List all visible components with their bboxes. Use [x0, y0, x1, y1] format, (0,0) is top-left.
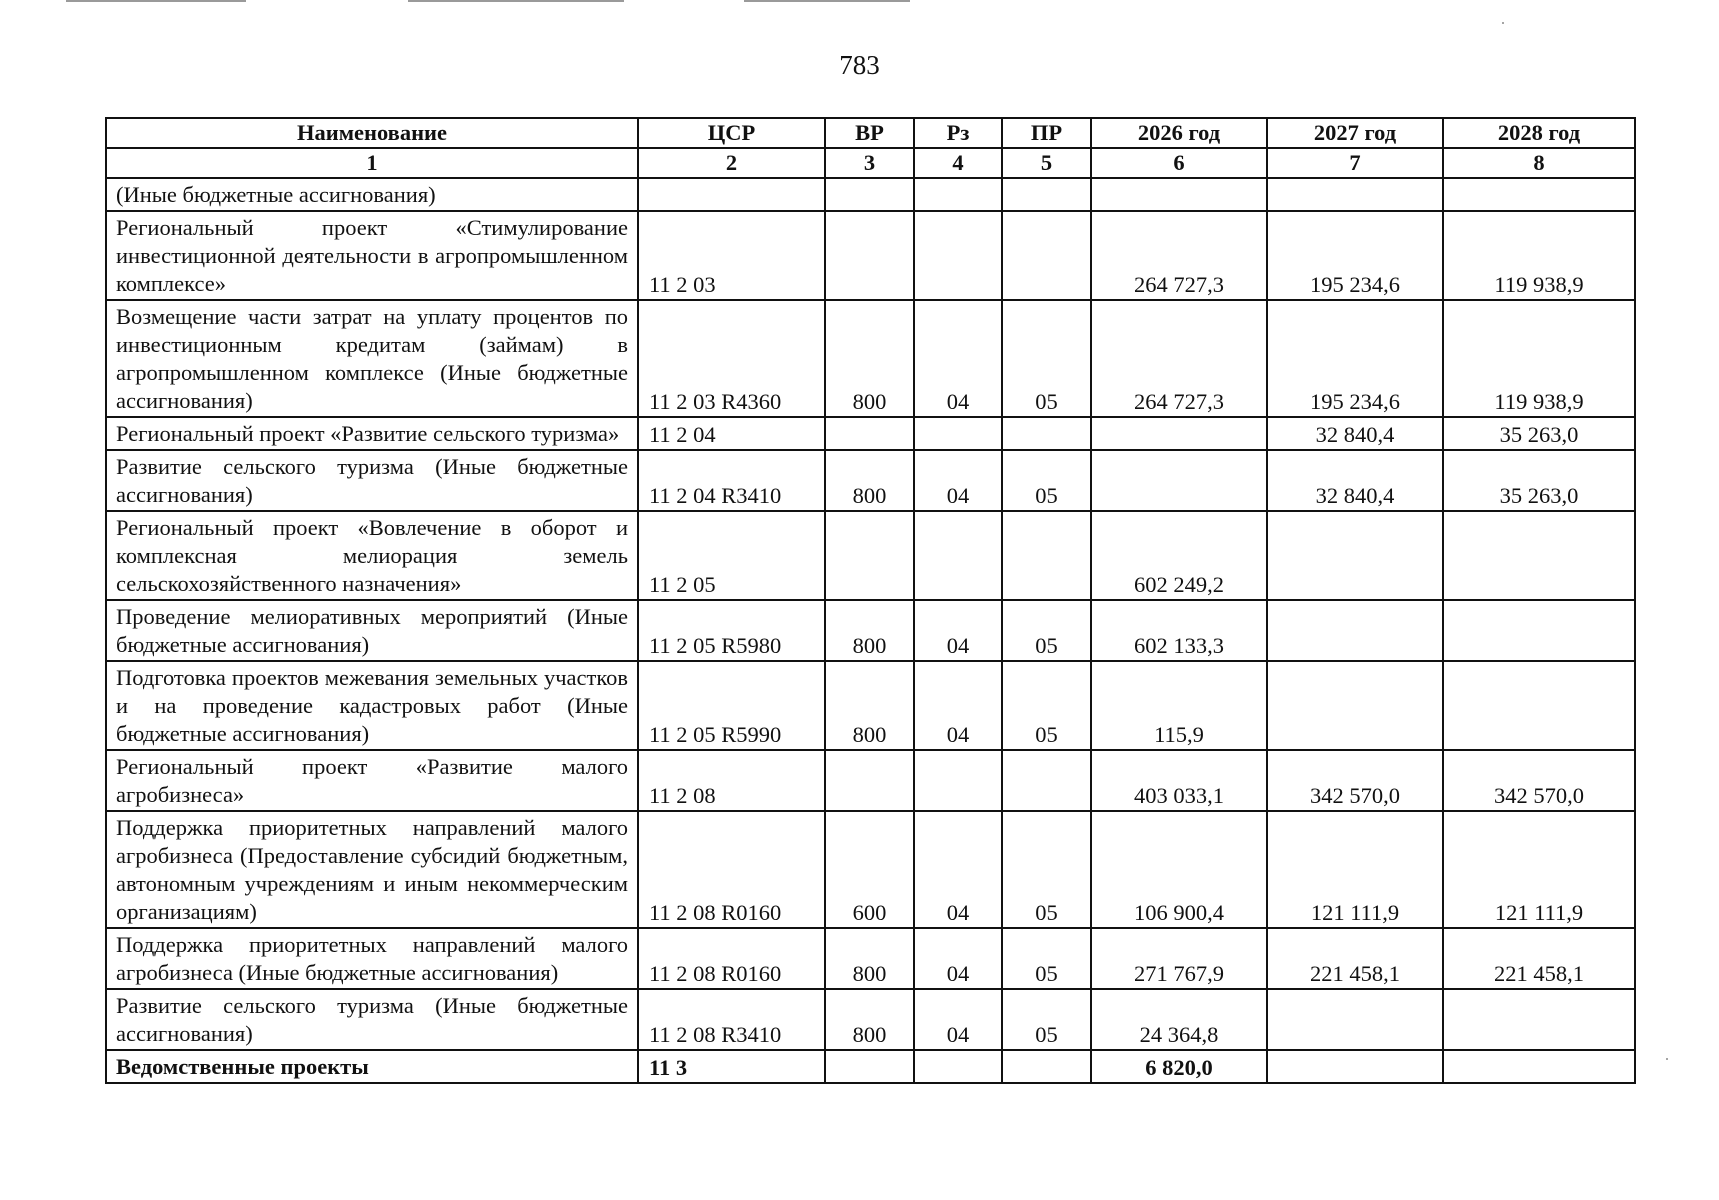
cell-csr: 11 3 [638, 1050, 825, 1083]
cell-2027: 221 458,1 [1267, 928, 1443, 989]
cell-2027: 121 111,9 [1267, 811, 1443, 928]
scan-edge-line [408, 0, 624, 2]
cell-2028: 35 263,0 [1443, 450, 1635, 511]
scan-speck [1666, 1058, 1668, 1060]
cell-csr: 11 2 05 [638, 511, 825, 600]
column-number: 3 [825, 148, 914, 178]
table-row-total [106, 1050, 1635, 1083]
cell-vr [825, 178, 914, 211]
cell-vr: 600 [825, 811, 914, 928]
cell-name: Региональный проект «Развитие малого агробизнеса» [106, 750, 638, 811]
cell-name: Ведомственные проекты [106, 1050, 638, 1083]
cell-name: Развитие сельского туризма (Иные бюджетные ассигнования) [106, 989, 638, 1050]
cell-name: Возмещение части затрат на уплату процентов по инвестиционным кредитам (займам) в агропромышленном комплексе (Иные бюджетные ассигнования) [106, 300, 638, 417]
column-number: 5 [1002, 148, 1091, 178]
cell-rz: 04 [914, 811, 1002, 928]
cell-rz: 04 [914, 661, 1002, 750]
budget-table [105, 117, 1636, 1084]
cell-2027: 195 234,6 [1267, 211, 1443, 300]
cell-2026 [1091, 450, 1267, 511]
cell-2027: 32 840,4 [1267, 417, 1443, 450]
cell-csr: 11 2 04 R3410 [638, 450, 825, 511]
cell-2027 [1267, 178, 1443, 211]
cell-pr: 05 [1002, 661, 1091, 750]
cell-csr: 11 2 05 R5980 [638, 600, 825, 661]
column-number: 1 [106, 148, 638, 178]
cell-pr: 05 [1002, 450, 1091, 511]
cell-rz [914, 511, 1002, 600]
column-number: 4 [914, 148, 1002, 178]
cell-name: Региональный проект «Вовлечение в оборот и комплексная мелиорация земель сельскохозяйственного назначения» [106, 511, 638, 600]
cell-csr: 11 2 08 R0160 [638, 928, 825, 989]
cell-2027: 342 570,0 [1267, 750, 1443, 811]
cell-2028 [1443, 600, 1635, 661]
cell-name: Региональный проект «Развитие сельского туризма» [106, 417, 638, 450]
column-number: 7 [1267, 148, 1443, 178]
cell-2028 [1443, 989, 1635, 1050]
table-row [106, 661, 1635, 750]
cell-rz [914, 417, 1002, 450]
cell-rz: 04 [914, 600, 1002, 661]
cell-2027: 32 840,4 [1267, 450, 1443, 511]
cell-name: Региональный проект «Стимулирование инвестиционной деятельности в агропромышленном комплексе» [106, 211, 638, 300]
table-row [106, 811, 1635, 928]
cell-2027 [1267, 989, 1443, 1050]
table-row [106, 417, 1635, 450]
cell-vr: 800 [825, 450, 914, 511]
cell-pr: 05 [1002, 989, 1091, 1050]
cell-vr: 800 [825, 600, 914, 661]
header-2028: 2028 год [1443, 118, 1635, 148]
cell-2026: 264 727,3 [1091, 300, 1267, 417]
cell-2028: 221 458,1 [1443, 928, 1635, 989]
table-row [106, 450, 1635, 511]
cell-rz: 04 [914, 450, 1002, 511]
cell-name: Развитие сельского туризма (Иные бюджетные ассигнования) [106, 450, 638, 511]
header-name: Наименование [106, 118, 638, 148]
cell-vr [825, 750, 914, 811]
cell-2028: 35 263,0 [1443, 417, 1635, 450]
column-number: 6 [1091, 148, 1267, 178]
scan-speck [1502, 22, 1504, 24]
table-row [106, 989, 1635, 1050]
cell-rz [914, 178, 1002, 211]
cell-vr [825, 1050, 914, 1083]
header-row [106, 118, 1635, 148]
column-number: 2 [638, 148, 825, 178]
header-2027: 2027 год [1267, 118, 1443, 148]
cell-2026: 24 364,8 [1091, 989, 1267, 1050]
column-number: 8 [1443, 148, 1635, 178]
cell-rz: 04 [914, 300, 1002, 417]
table-row [106, 928, 1635, 989]
cell-vr [825, 211, 914, 300]
cell-2026 [1091, 417, 1267, 450]
cell-vr [825, 511, 914, 600]
cell-2026: 115,9 [1091, 661, 1267, 750]
cell-name: Поддержка приоритетных направлений малого агробизнеса (Иные бюджетные ассигнования) [106, 928, 638, 989]
cell-pr [1002, 1050, 1091, 1083]
table-row [106, 750, 1635, 811]
cell-pr: 05 [1002, 600, 1091, 661]
page-number: 783 [839, 50, 880, 80]
cell-pr: 05 [1002, 928, 1091, 989]
header-pr: ПР [1002, 118, 1091, 148]
cell-csr: 11 2 08 R0160 [638, 811, 825, 928]
cell-2028: 342 570,0 [1443, 750, 1635, 811]
table-row [106, 600, 1635, 661]
cell-rz [914, 1050, 1002, 1083]
cell-vr: 800 [825, 989, 914, 1050]
header-2026: 2026 год [1091, 118, 1267, 148]
cell-csr: 11 2 04 [638, 417, 825, 450]
column-number-row [106, 148, 1635, 178]
cell-vr [825, 417, 914, 450]
table-row [106, 211, 1635, 300]
cell-2027 [1267, 1050, 1443, 1083]
cell-rz [914, 211, 1002, 300]
cell-2026 [1091, 178, 1267, 211]
cell-2028: 119 938,9 [1443, 300, 1635, 417]
cell-2028 [1443, 178, 1635, 211]
cell-2028 [1443, 511, 1635, 600]
cell-vr: 800 [825, 928, 914, 989]
scan-edge-line [744, 0, 910, 2]
cell-rz: 04 [914, 928, 1002, 989]
cell-csr: 11 2 03 [638, 211, 825, 300]
cell-vr: 800 [825, 661, 914, 750]
cell-csr: 11 2 08 R3410 [638, 989, 825, 1050]
cell-2028: 121 111,9 [1443, 811, 1635, 928]
cell-pr: 05 [1002, 811, 1091, 928]
cell-2026: 106 900,4 [1091, 811, 1267, 928]
cell-csr [638, 178, 825, 211]
cell-2028: 119 938,9 [1443, 211, 1635, 300]
cell-2027 [1267, 600, 1443, 661]
cell-name: Подготовка проектов межевания земельных участков и на проведение кадастровых работ (Иные бюджетные ассигнования) [106, 661, 638, 750]
table-row [106, 511, 1635, 600]
cell-name: Проведение мелиоративных мероприятий (Иные бюджетные ассигнования) [106, 600, 638, 661]
cell-2026: 602 133,3 [1091, 600, 1267, 661]
table-row [106, 178, 1635, 211]
cell-rz [914, 750, 1002, 811]
cell-csr: 11 2 03 R4360 [638, 300, 825, 417]
scan-edge-line [66, 0, 246, 2]
cell-2026: 602 249,2 [1091, 511, 1267, 600]
cell-pr [1002, 511, 1091, 600]
cell-csr: 11 2 08 [638, 750, 825, 811]
cell-2026: 264 727,3 [1091, 211, 1267, 300]
table-body [106, 178, 1635, 1083]
cell-pr: 05 [1002, 300, 1091, 417]
header-vr: ВР [825, 118, 914, 148]
cell-pr [1002, 211, 1091, 300]
cell-2026: 403 033,1 [1091, 750, 1267, 811]
cell-pr [1002, 417, 1091, 450]
cell-2026: 271 767,9 [1091, 928, 1267, 989]
cell-2027 [1267, 511, 1443, 600]
cell-pr [1002, 750, 1091, 811]
cell-2028 [1443, 1050, 1635, 1083]
header-rz: Рз [914, 118, 1002, 148]
cell-2028 [1443, 661, 1635, 750]
cell-name: (Иные бюджетные ассигнования) [106, 178, 638, 211]
header-csr: ЦСР [638, 118, 825, 148]
cell-rz: 04 [914, 989, 1002, 1050]
cell-name: Поддержка приоритетных направлений малого агробизнеса (Предоставление субсидий бюджетным, автономным учреждениям и иным некоммерческим организациям) [106, 811, 638, 928]
cell-2026: 6 820,0 [1091, 1050, 1267, 1083]
cell-vr: 800 [825, 300, 914, 417]
cell-csr: 11 2 05 R5990 [638, 661, 825, 750]
cell-2027: 195 234,6 [1267, 300, 1443, 417]
cell-2027 [1267, 661, 1443, 750]
table-row [106, 300, 1635, 417]
cell-pr [1002, 178, 1091, 211]
